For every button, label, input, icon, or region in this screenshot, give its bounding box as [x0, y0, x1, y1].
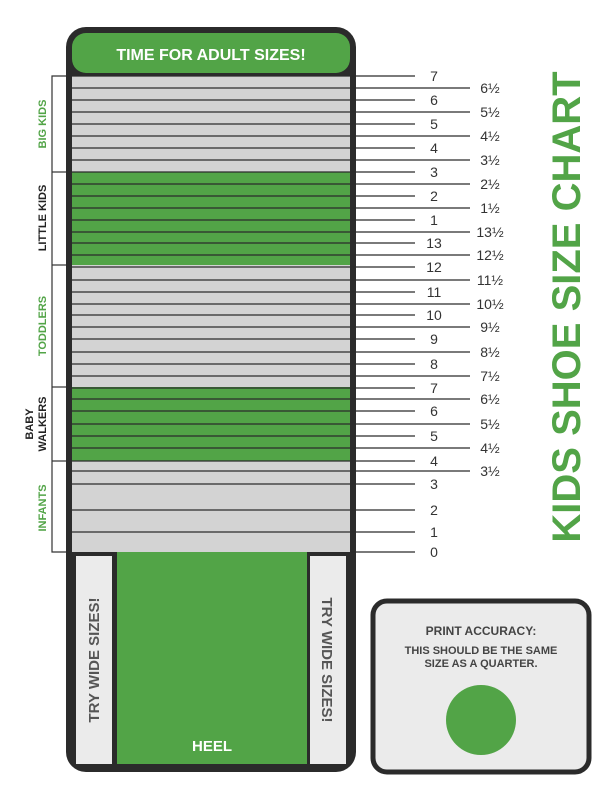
- adult-sizes-banner: TIME FOR ADULT SIZES!: [116, 47, 306, 64]
- heel-label: HEEL: [191, 738, 233, 755]
- whole-size-label: 7: [430, 68, 438, 84]
- whole-size-label: 7: [430, 380, 438, 396]
- half-size-label: 10½: [476, 296, 504, 312]
- try-wide-sizes-left: TRY WIDE SIZES!: [86, 597, 103, 723]
- whole-size-label: 0: [430, 544, 438, 560]
- whole-size-label: 4: [430, 453, 438, 469]
- whole-size-label: 5: [430, 428, 438, 444]
- half-size-ticks: [350, 80, 504, 479]
- half-size-label: 6½: [480, 391, 500, 407]
- quarter-circle: [446, 685, 516, 755]
- group-labels: [24, 100, 49, 532]
- group-label: LITTLE KIDS: [37, 184, 49, 252]
- group-label: BIG KIDS: [37, 99, 49, 149]
- group-label: TODDLERS: [37, 295, 49, 357]
- half-size-label: 12½: [476, 247, 504, 263]
- group-label: INFANTS: [37, 484, 49, 532]
- whole-size-label: 1: [430, 212, 438, 228]
- whole-size-label: 2: [430, 188, 438, 204]
- half-size-label: 8½: [480, 344, 500, 360]
- whole-size-label: 13: [426, 235, 442, 251]
- half-size-label: 7½: [480, 368, 500, 384]
- half-size-label: 13½: [476, 224, 504, 240]
- half-size-label: 3½: [480, 463, 500, 479]
- whole-size-label: 4: [430, 140, 438, 156]
- half-size-label: 11½: [476, 272, 504, 288]
- whole-size-label: 3: [430, 476, 438, 492]
- whole-size-label: 2: [430, 502, 438, 518]
- group-bracket: [52, 76, 66, 552]
- whole-size-label: 11: [426, 284, 442, 300]
- whole-size-label: 3: [430, 164, 438, 180]
- half-size-label: 6½: [480, 80, 500, 96]
- whole-size-label: 9: [430, 331, 438, 347]
- half-size-label: 3½: [480, 152, 500, 168]
- whole-size-label: 12: [426, 259, 442, 275]
- whole-size-ticks: [350, 68, 442, 560]
- whole-size-label: 8: [430, 356, 438, 372]
- print-accuracy-line1: THIS SHOULD BE THE SAME: [404, 645, 558, 657]
- group-label-line2: WALKERS: [37, 396, 49, 452]
- try-wide-sizes-right: TRY WIDE SIZES!: [318, 597, 335, 723]
- whole-size-label: 5: [430, 116, 438, 132]
- chart-title: KIDS SHOE SIZE CHART: [545, 71, 589, 543]
- print-accuracy-heading: PRINT ACCURACY:: [425, 624, 537, 638]
- whole-size-label: 6: [430, 403, 438, 419]
- whole-size-label: 10: [426, 307, 442, 323]
- half-size-label: 9½: [480, 319, 500, 335]
- half-size-label: 5½: [480, 104, 500, 120]
- print-accuracy-line2: SIZE AS A QUARTER.: [424, 658, 538, 670]
- half-size-label: 5½: [480, 416, 500, 432]
- group-label: BABY: [24, 408, 36, 440]
- half-size-label: 1½: [480, 200, 500, 216]
- whole-size-label: 6: [430, 92, 438, 108]
- heel-block: [117, 552, 307, 764]
- little-kids-band: [72, 172, 350, 265]
- group-ticks: [52, 172, 66, 461]
- half-size-label: 4½: [480, 128, 500, 144]
- whole-size-label: 1: [430, 524, 438, 540]
- half-size-label: 4½: [480, 440, 500, 456]
- half-size-label: 2½: [480, 176, 500, 192]
